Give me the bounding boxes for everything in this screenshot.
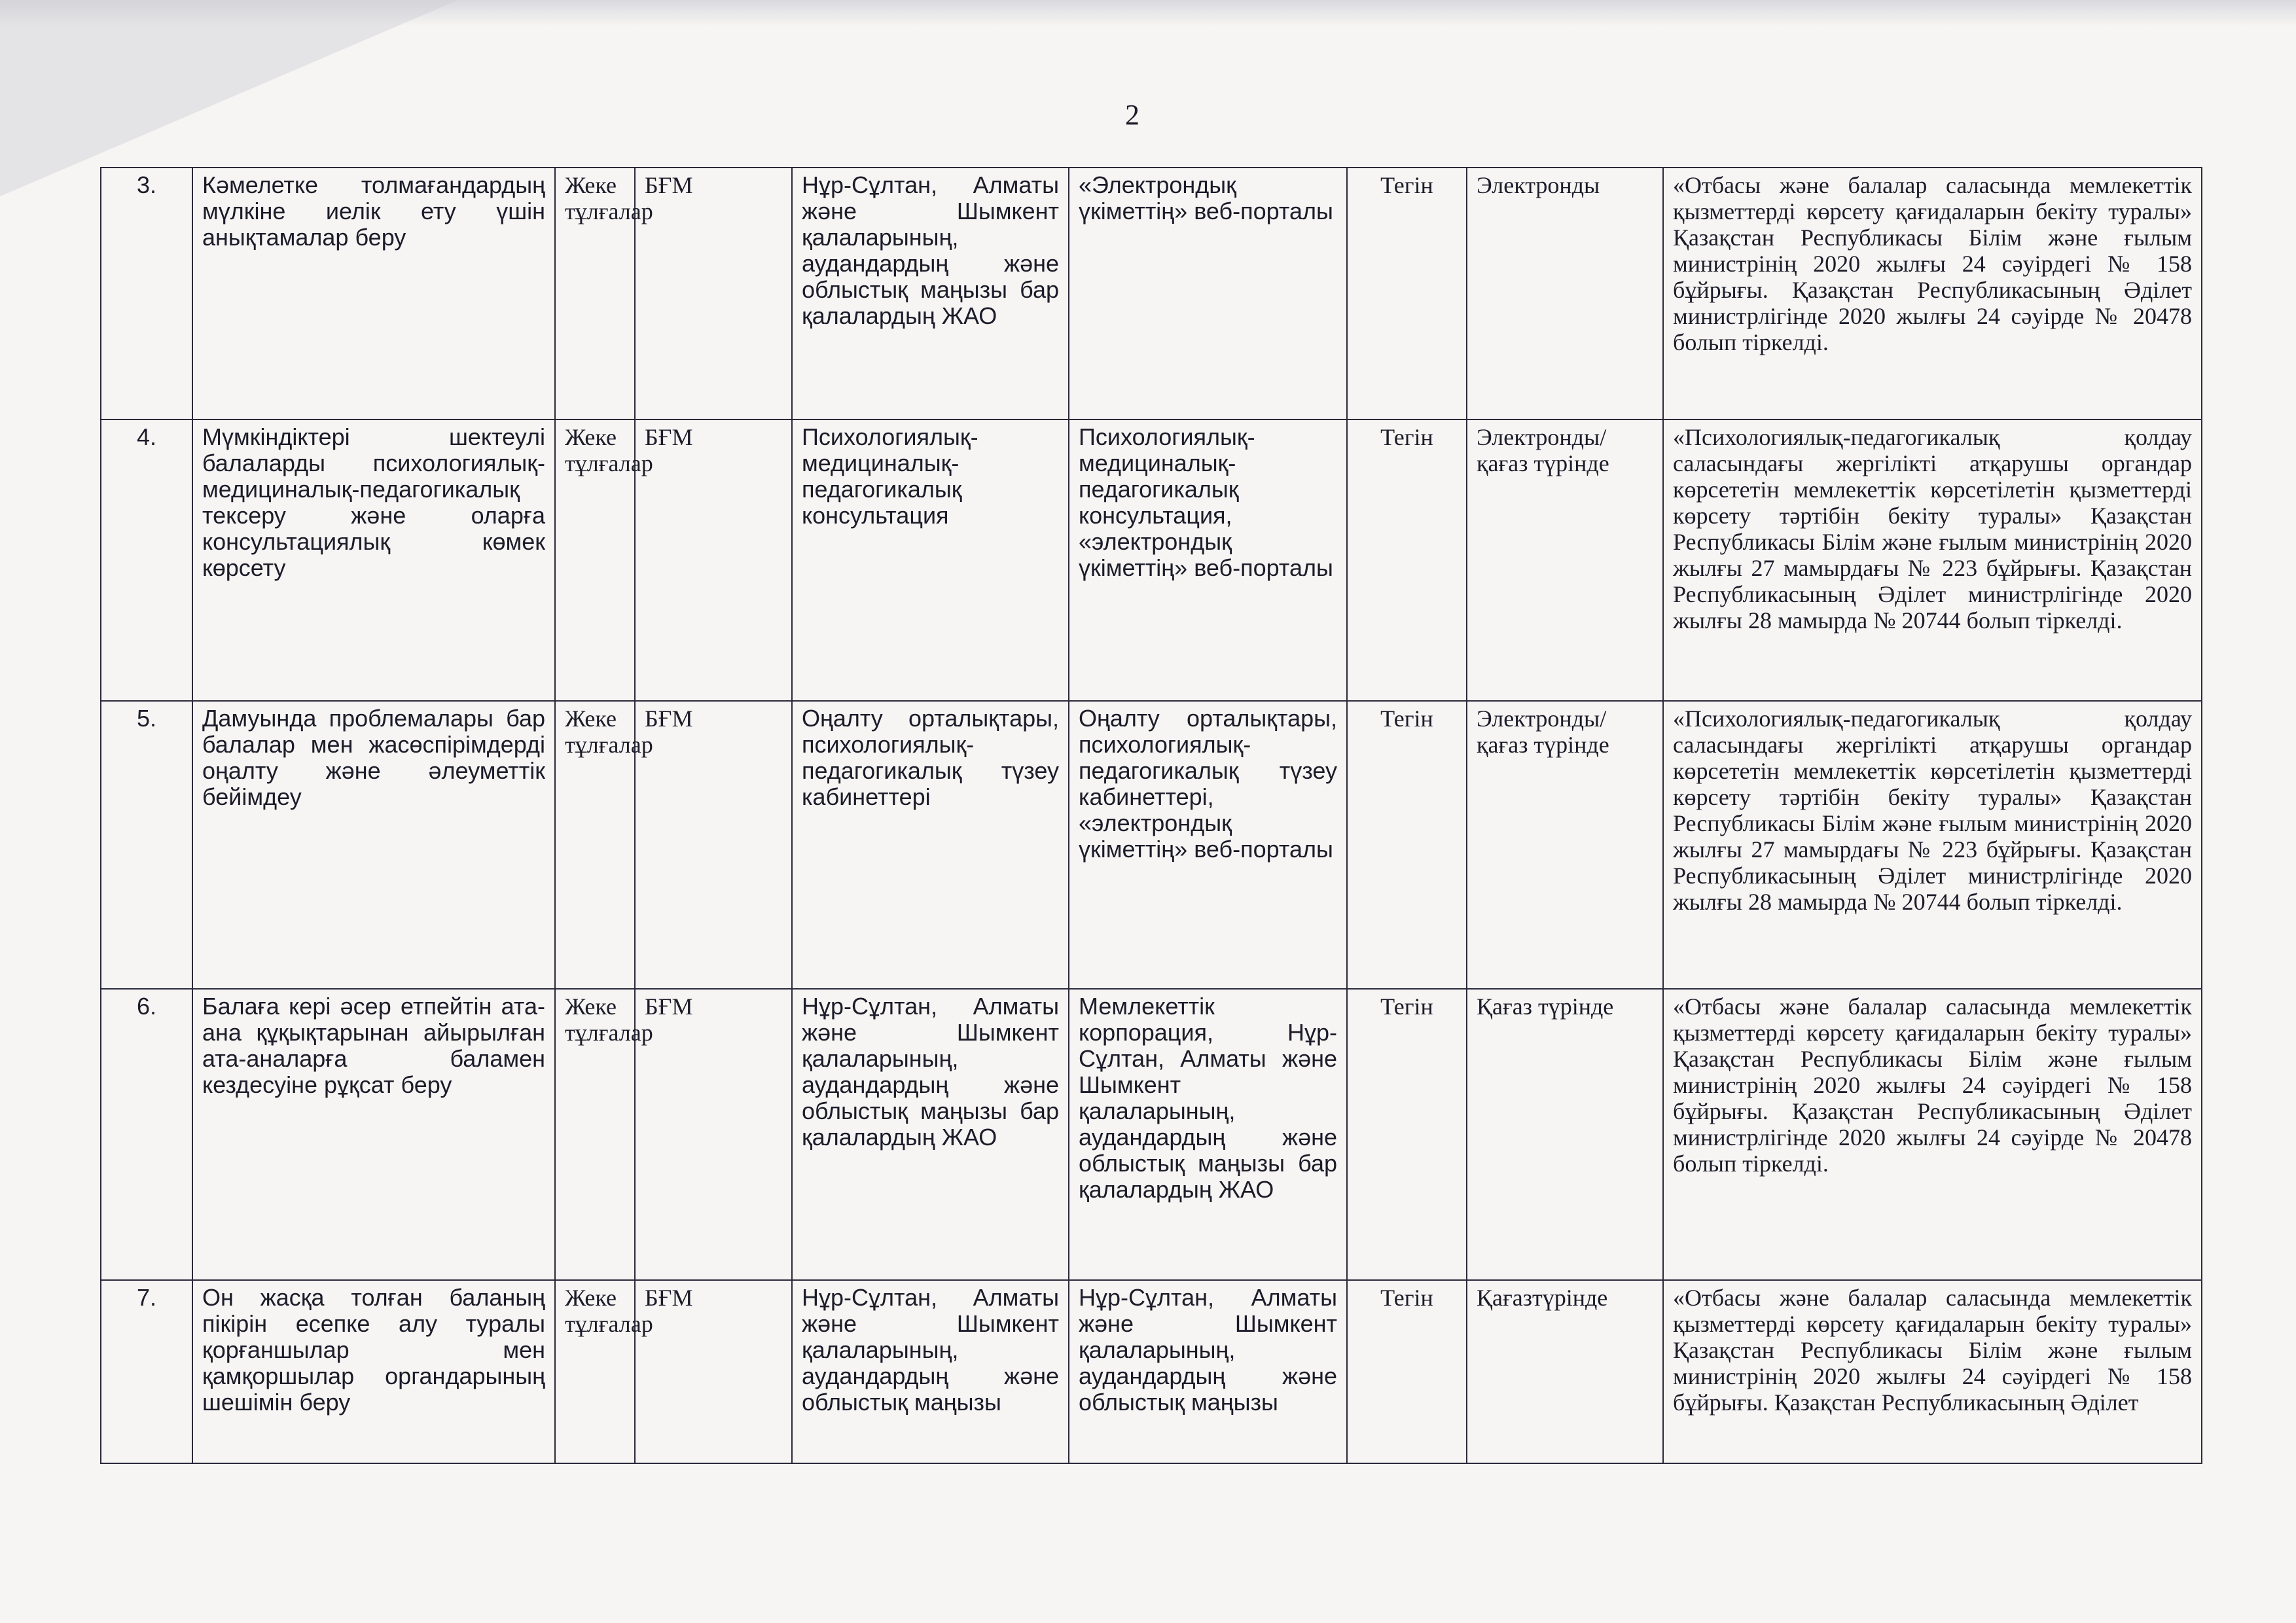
responsible-authority: БҒМ (635, 168, 792, 419)
service-name: Кәмелетке толмағандардың мүлкіне иелік ету үшін анықтамалар беру (192, 168, 555, 419)
legal-basis: «Отбасы және балалар саласында мемлекеттік қызметтерді көрсету қағидаларын бекіту туралы» Қазақстан Республикасы Білім және ғылым министрінің 2020 жылғы 24 сәуірдегі № 158 бұйрығы. Қазақстан Республикасының Әділет министрлігінде 2020 жылғы 24 сәуірде № 20478 болып тіркелді. (1663, 989, 2202, 1280)
service-name: Мүмкіндіктері шектеулі балаларды психологиялық-медициналық-педагогикалық тексеру және оларға консультациялық көмек көрсету (192, 419, 555, 701)
service-recipient: Жеке тұлғалар (555, 989, 635, 1280)
responsible-authority: БҒМ (635, 419, 792, 701)
service-provider: Нұр-Сұлтан, Алматы және Шымкент қалаларының, аудандардың және облыстық маңызы (792, 1280, 1069, 1463)
responsible-authority: БҒМ (635, 1280, 792, 1463)
page-number: 2 (1125, 99, 1139, 131)
service-cost: Тегін (1347, 1280, 1467, 1463)
service-form: Қағаз түрінде (1467, 989, 1663, 1280)
service-recipient: Жеке тұлғалар (555, 168, 635, 419)
service-form: Қағазтүрінде (1467, 1280, 1663, 1463)
application-method: Психологиялық-медициналық-педагогикалық консультация, «электрондық үкіметтің» веб-порталы (1069, 419, 1347, 701)
table-row (101, 989, 2202, 1280)
legal-basis: «Психологиялық-педагогикалық қолдау саласындағы жергілікті атқарушы органдар көрсететін мемлекеттік көрсетілетін қызметтерді көрсету тәртібін бекіту туралы» Қазақстан Республикасы Білім және ғылым министрінің 2020 жылғы 27 мамырдағы № 223 бұйрығы. Қазақстан Республикасының Әділет министрлігінде 2020 жылғы 28 мамырда № 20744 болып тіркелді. (1663, 419, 2202, 701)
table-row (101, 419, 2202, 701)
legal-basis: «Отбасы және балалар саласында мемлекеттік қызметтерді көрсету қағидаларын бекіту туралы» Қазақстан Республикасы Білім және ғылым министрінің 2020 жылғы 24 сәуірдегі № 158 бұйрығы. Қазақстан Республикасының Әділет министрлігінде 2020 жылғы 24 сәуірде № 20478 болып тіркелді. (1663, 168, 2202, 419)
application-method: Нұр-Сұлтан, Алматы және Шымкент қалаларының, аудандардың және облыстық маңызы (1069, 1280, 1347, 1463)
service-recipient: Жеке тұлғалар (555, 701, 635, 989)
service-provider: Нұр-Сұлтан, Алматы және Шымкент қалаларының, аудандардың және облыстық маңызы бар қалалардың ЖАО (792, 989, 1069, 1280)
service-provider: Психологиялық-медициналық-педагогикалық консультация (792, 419, 1069, 701)
row-number: 3. (101, 168, 192, 419)
application-method: Мемлекеттік корпорация, Нұр-Сұлтан, Алматы және Шымкент қалаларының, аудандардың және облыстық маңызы бар қалалардың ЖАО (1069, 989, 1347, 1280)
row-number: 5. (101, 701, 192, 989)
service-provider: Нұр-Сұлтан, Алматы және Шымкент қалаларының, аудандардың және облыстық маңызы бар қалалардың ЖАО (792, 168, 1069, 419)
service-recipient: Жеке тұлғалар (555, 1280, 635, 1463)
service-cost: Тегін (1347, 989, 1467, 1280)
service-form: Электронды (1467, 168, 1663, 419)
legal-basis: «Отбасы және балалар саласында мемлекеттік қызметтерді көрсету қағидаларын бекіту туралы» Қазақстан Республикасы Білім және ғылым министрінің 2020 жылғы 24 сәуірдегі № 158 бұйрығы. Қазақстан Республикасының Әділет (1663, 1280, 2202, 1463)
responsible-authority: БҒМ (635, 989, 792, 1280)
application-method: «Электрондық үкіметтің» веб-порталы (1069, 168, 1347, 419)
service-name: Балаға кері әсер етпейтін ата-ана құқықтарынан айырылған ата-аналарға баламен кездесуіне рұқсат беру (192, 989, 555, 1280)
services-table (100, 167, 2202, 1464)
table-row (101, 168, 2202, 419)
service-name: Он жасқа толған баланың пікірін есепке алу туралы қорғаншылар мен қамқоршылар органдарының шешімін беру (192, 1280, 555, 1463)
service-cost: Тегін (1347, 701, 1467, 989)
row-number: 6. (101, 989, 192, 1280)
service-form: Электронды/ қағаз түрінде (1467, 419, 1663, 701)
service-cost: Тегін (1347, 168, 1467, 419)
service-name: Дамуында проблемалары бар балалар мен жасөспірімдерді оңалту және әлеуметтік бейімдеу (192, 701, 555, 989)
table-row (101, 1280, 2202, 1463)
row-number: 7. (101, 1280, 192, 1463)
service-form: Электронды/ қағаз түрінде (1467, 701, 1663, 989)
service-recipient: Жеке тұлғалар (555, 419, 635, 701)
table-row (101, 701, 2202, 989)
row-number: 4. (101, 419, 192, 701)
application-method: Оңалту орталықтары, психологиялық-педагогикалық түзеу кабинеттері, «электрондық үкіметтің» веб-порталы (1069, 701, 1347, 989)
service-cost: Тегін (1347, 419, 1467, 701)
responsible-authority: БҒМ (635, 701, 792, 989)
service-provider: Оңалту орталықтары, психологиялық-педагогикалық түзеу кабинеттері (792, 701, 1069, 989)
legal-basis: «Психологиялық-педагогикалық қолдау саласындағы жергілікті атқарушы органдар көрсететін мемлекеттік көрсетілетін қызметтерді көрсету тәртібін бекіту туралы» Қазақстан Республикасы Білім және ғылым министрінің 2020 жылғы 27 мамырдағы № 223 бұйрығы. Қазақстан Республикасының Әділет министрлігінде 2020 жылғы 28 мамырда № 20744 болып тіркелді. (1663, 701, 2202, 989)
